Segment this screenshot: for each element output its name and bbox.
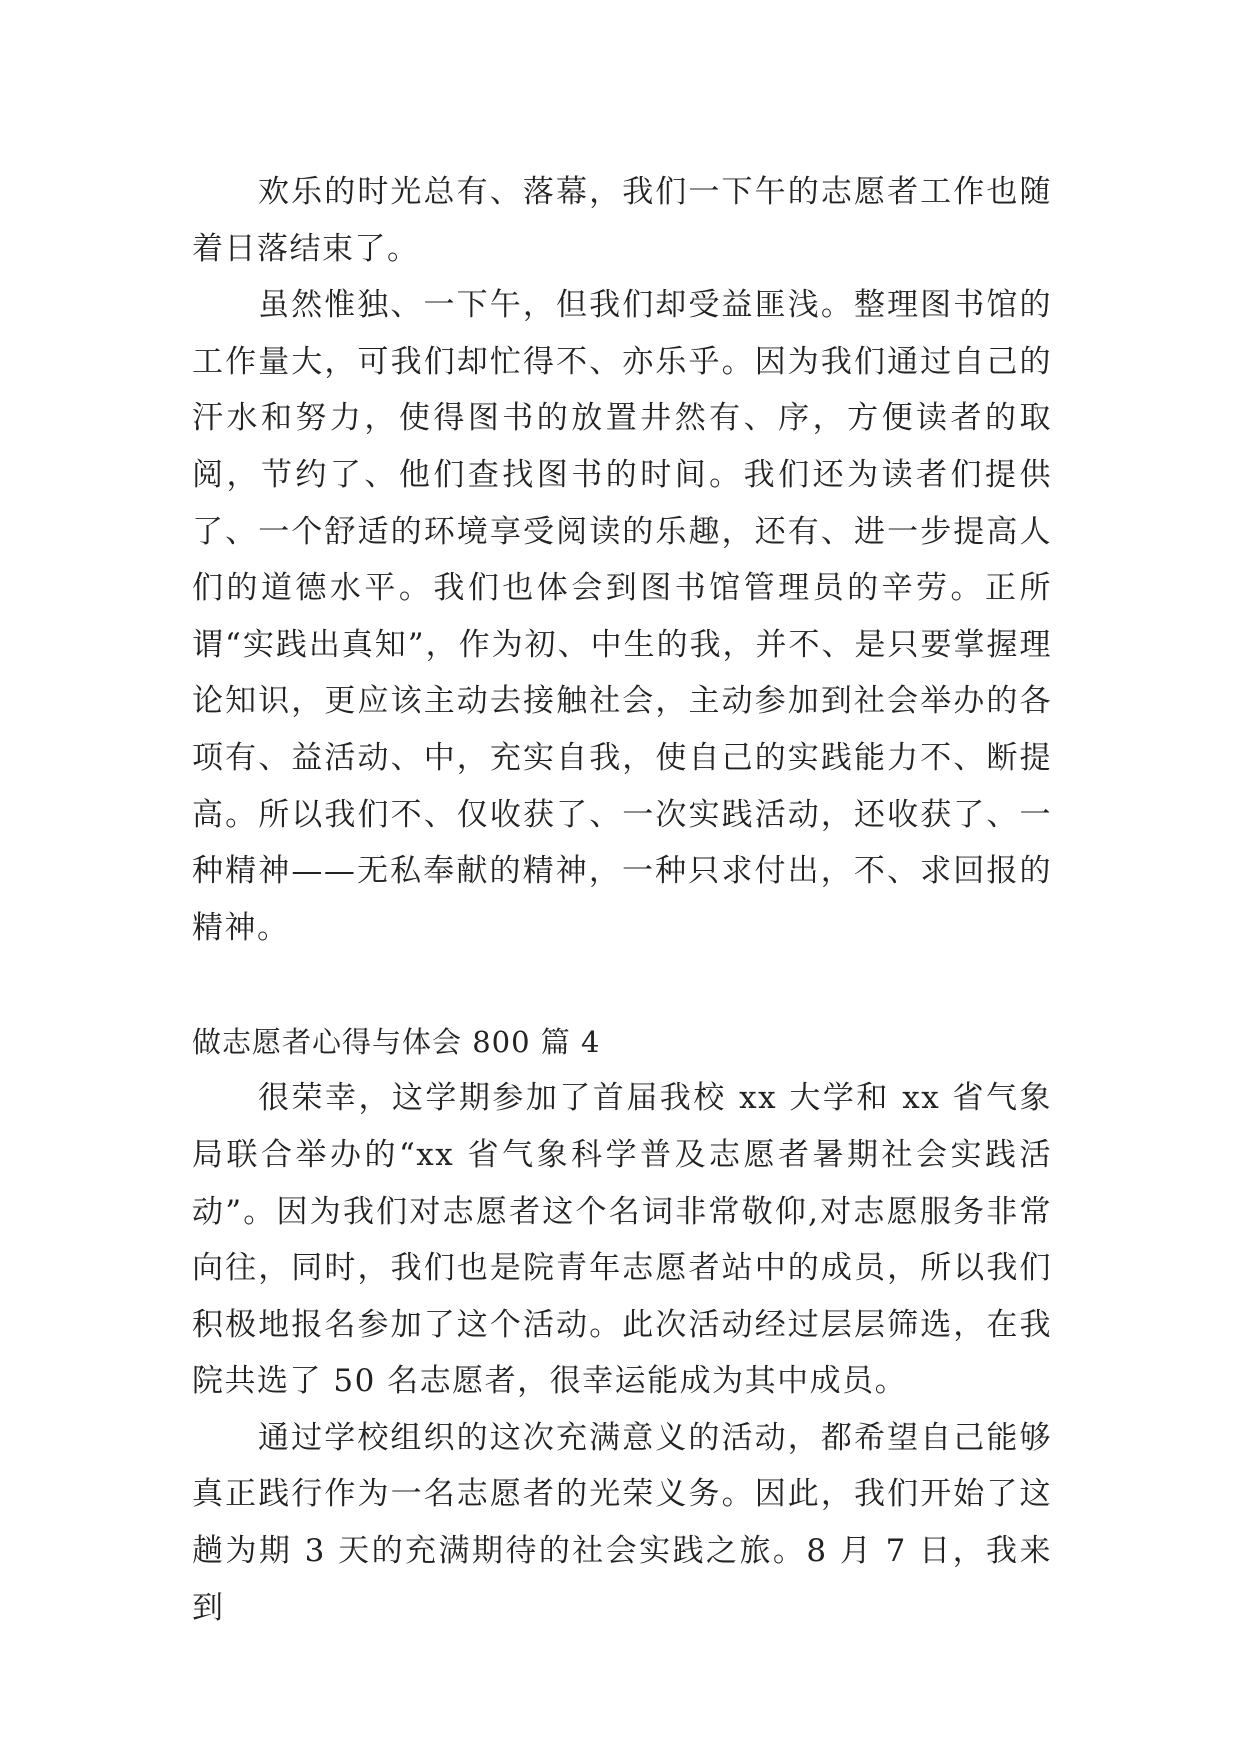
document-page <box>192 164 1052 1636</box>
section-heading: 做志愿者心得与体会 800 篇 4 <box>192 1025 601 1060</box>
paragraph-4: 通过学校组织的这次充满意义的活动，都希望自己能够真正践行作为一名志愿者的光荣义务。因此，我们开始了这趟为期 3 天的充满期待的社会实践之旅。8 月 7 日，我来到 <box>192 1419 1052 1626</box>
paragraph-3: 很荣幸，这学期参加了首届我校 xx 大学和 xx 省气象局联合举办的“xx 省气象科学普及志愿者暑期社会实践活动”。因为我们对志愿者这个名词非常敬仰,对志愿服务非常向往，同时，我们也是院青年志愿者站中的成员，所以我们积极地报名参加了这个活动。此次活动经过层层筛选，在我院共选了 50 名志愿者，很幸运能成为其中成员。 <box>192 1080 1052 1400</box>
paragraph-2: 虽然惟独、一下午，但我们却受益匪浅。整理图书馆的工作量大，可我们却忙得不、亦乐乎。因为我们通过自己的汗水和努力，使得图书的放置井然有、序，方便读者的取阅，节约了、他们查找图书的时间。我们还为读者们提供了、一个舒适的环境享受阅读的乐趣，还有、进一步提高人们的道德水平。我们也体会到图书馆管理员的辛劳。正所谓“实践出真知”，作为初、中生的我，并不、是只要掌握理论知识，更应该主动去接触社会，主动参加到社会举办的各项有、益活动、中，充实自我，使自己的实践能力不、断提高。所以我们不、仅收获了、一次实践活动，还收获了、一种精神——无私奉献的精神，一种只求付出，不、求回报的精神。 <box>192 287 1052 946</box>
paragraph-1: 欢乐的时光总有、落幕，我们一下午的志愿者工作也随着日落结束了。 <box>192 174 1052 267</box>
